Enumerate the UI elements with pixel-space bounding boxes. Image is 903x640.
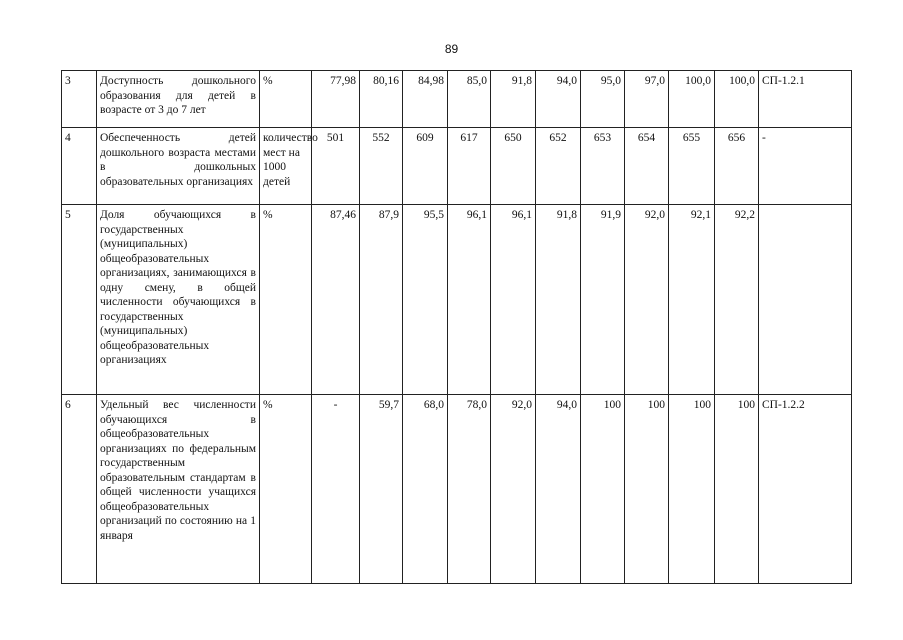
row-number: 3 [62,71,97,128]
value-cell: 95,0 [581,71,625,128]
value-cell: 96,1 [448,205,491,395]
indicator-name: Доступность дошкольного образования для детей в возрасте от 3 до 7 лет [97,71,260,128]
value-cell: 92,0 [625,205,669,395]
value-cell: 68,0 [403,395,448,584]
row-number: 5 [62,205,97,395]
value-cell: 92,2 [715,205,759,395]
value-cell: 87,46 [312,205,360,395]
value-cell: 80,16 [360,71,403,128]
unit-cell: % [260,395,312,584]
value-cell: 91,8 [536,205,581,395]
table-row [62,71,852,128]
value-cell: 652 [536,128,581,205]
value-cell: 654 [625,128,669,205]
value-cell: 84,98 [403,71,448,128]
value-cell: 100,0 [715,71,759,128]
value-cell: 95,5 [403,205,448,395]
value-cell: 59,7 [360,395,403,584]
value-cell: 77,98 [312,71,360,128]
unit-cell: % [260,205,312,395]
value-cell: 85,0 [448,71,491,128]
value-cell: 552 [360,128,403,205]
value-cell: 92,0 [491,395,536,584]
row-number: 6 [62,395,97,584]
value-cell: 100 [715,395,759,584]
row-number: 4 [62,128,97,205]
indicator-name: Удельный вес численности обучающихся в общеобразовательных организациях по федеральным государственным образовательным стандартам в общей численности учащихся общеобразовательных организаций по состоянию на 1 января [97,395,260,584]
value-cell: 94,0 [536,71,581,128]
value-cell: 656 [715,128,759,205]
value-cell: - [312,395,360,584]
value-cell: 617 [448,128,491,205]
table-row [62,205,852,395]
indicators-table [61,70,852,584]
value-cell: 96,1 [491,205,536,395]
value-cell: 97,0 [625,71,669,128]
indicator-name: Доля обучающихся в государственных (муниципальных) общеобразовательных организациях, занимающихся в одну смену, в общей численности обучающихся в государственных (муниципальных) общеобразовательных организациях [97,205,260,395]
table-row [62,128,852,205]
value-cell: 609 [403,128,448,205]
reference-cell: СП-1.2.2 [759,395,852,584]
unit-cell: количество мест на 1000 детей [260,128,312,205]
table-row [62,395,852,584]
value-cell: 100,0 [669,71,715,128]
unit-cell: % [260,71,312,128]
reference-cell: - [759,128,852,205]
value-cell: 87,9 [360,205,403,395]
value-cell: 100 [625,395,669,584]
value-cell: 94,0 [536,395,581,584]
value-cell: 78,0 [448,395,491,584]
value-cell: 655 [669,128,715,205]
reference-cell: СП-1.2.1 [759,71,852,128]
value-cell: 100 [581,395,625,584]
value-cell: 100 [669,395,715,584]
reference-cell [759,205,852,395]
value-cell: 650 [491,128,536,205]
value-cell: 92,1 [669,205,715,395]
indicator-name: Обеспеченность детей дошкольного возраста местами в дошкольных образовательных организациях [97,128,260,205]
value-cell: 501 [312,128,360,205]
value-cell: 653 [581,128,625,205]
value-cell: 91,9 [581,205,625,395]
page-number: 89 [444,42,459,56]
value-cell: 91,8 [491,71,536,128]
